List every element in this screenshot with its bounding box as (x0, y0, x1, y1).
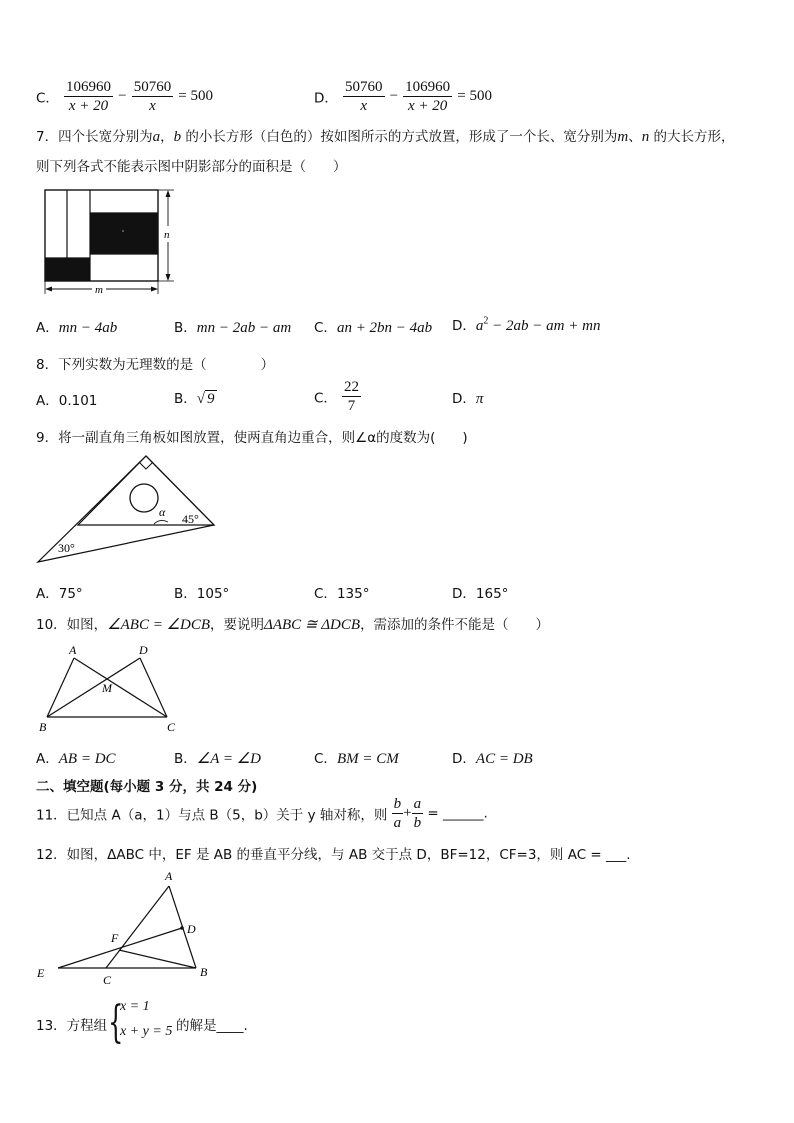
q10-condition: ∠ABC = ∠DCB (107, 617, 211, 633)
q10-option-b (174, 747, 261, 768)
q7-text: ， (160, 129, 174, 145)
q10-text: 10．如图， (36, 617, 108, 633)
option-label: C． (314, 320, 337, 336)
denominator: x + 20 (408, 98, 448, 114)
q13-stem-post: 的解是____. (176, 1018, 248, 1034)
fraction (132, 78, 174, 115)
angle-arc (154, 520, 168, 524)
option-expr: 75° (58, 586, 83, 602)
operator: + (403, 805, 412, 821)
q11-answer-blank: = ______. (427, 805, 488, 822)
q8-option-c (314, 378, 361, 415)
option-label: C． (314, 751, 337, 767)
q7-text: 7．四个长宽分别为 (36, 129, 153, 145)
denominator: 7 (347, 398, 356, 414)
option-expr: 105° (196, 586, 230, 602)
point-d: D (139, 643, 148, 657)
point-c: C (167, 720, 176, 734)
shaded-region-top (90, 213, 158, 254)
label-alpha: α (159, 505, 166, 519)
q13-stem-pre: 13．方程组 (36, 1018, 108, 1034)
option-expr: 165° (475, 586, 509, 602)
fraction (403, 78, 452, 115)
option-label: D． (452, 751, 476, 767)
var-b: b (173, 129, 182, 145)
option-label: A． (36, 751, 59, 767)
option-label: A． (36, 393, 59, 409)
q8-option-b (174, 387, 217, 408)
q11-stem (36, 795, 488, 832)
q10-option-a (36, 747, 116, 768)
point-a: A (69, 643, 77, 657)
triangle-hole (130, 484, 158, 512)
option-expr: ∠A = ∠D (196, 751, 262, 767)
q6-option-d (314, 78, 492, 115)
q7-option-b (174, 316, 291, 337)
numerator: 106960 (66, 79, 112, 95)
q7-text: 的小长方形（白色的）按如图所示的方式放置，形成了一个长、宽分别为 (181, 129, 618, 145)
q13-eq2: x + y = 5 (120, 1024, 173, 1039)
option-label: D． (452, 318, 476, 334)
option-label: C． (36, 90, 59, 107)
q8-option-a (36, 389, 97, 409)
q10-text: ，要说明 (210, 617, 265, 633)
option-expr: BM = CM (336, 751, 399, 767)
q12-stem: 12．如图，ΔABC 中，EF 是 AB 的垂直平分线，与 AB 交于点 D，BF=12，CF=3，则 AC = ___. (36, 847, 631, 863)
option-expr: 0.101 (58, 393, 98, 409)
q7-text: 、 (628, 129, 642, 145)
arrow-head (166, 274, 171, 281)
q12-figure (34, 866, 219, 990)
option-label: C． (314, 586, 337, 602)
point-a: A (165, 869, 173, 883)
option-expr: π (475, 391, 484, 407)
q10-congruence: ΔABC ≅ ΔDCB (264, 617, 361, 633)
q9-stem: 9．将一副直角三角板如图放置，使两直角边重合，则∠α的度数为( ) (36, 430, 468, 446)
option-expr: 135° (336, 586, 370, 602)
brace-icon: { (108, 997, 124, 1048)
q9-option-b (174, 582, 229, 602)
numerator: 50760 (345, 79, 383, 95)
q13-eq1: x = 1 (120, 999, 150, 1014)
arrow-head (166, 190, 171, 197)
q6-option-c (36, 78, 213, 115)
var-m: m (617, 129, 629, 145)
fraction (392, 795, 404, 832)
numerator: 22 (344, 379, 360, 395)
point-c: C (103, 973, 112, 987)
point-d: D (187, 922, 196, 936)
option-label: B． (174, 586, 197, 602)
denominator: x + 20 (68, 98, 109, 114)
right-angle-mark (139, 462, 153, 469)
point-d-dot (180, 926, 184, 930)
numerator: 50760 (133, 79, 172, 95)
option-expr: a (475, 318, 484, 334)
label-m: m (95, 284, 103, 296)
q11-text: 11．已知点 A（a，1）与点 B（5，b）关于 y 轴对称，则 (36, 807, 388, 824)
option-expr: mn − 4ab (58, 320, 118, 336)
option-label: D． (314, 90, 338, 107)
label-45: 45° (182, 512, 199, 526)
equation-rhs: = 500 (457, 88, 492, 104)
operator: − (389, 88, 399, 104)
section-heading: 二、填空题(每小题 3 分，共 24 分) (36, 779, 258, 795)
q10-option-d (452, 747, 533, 768)
q10-stem (36, 613, 549, 634)
point-f: F (111, 931, 119, 945)
option-expr: AB = DC (58, 751, 116, 767)
sqrt-sign: √ (196, 391, 205, 407)
point-b: B (200, 965, 208, 979)
q9-option-a (36, 582, 83, 602)
shaded-region-bottom (45, 258, 90, 281)
numerator: 106960 (405, 79, 451, 95)
denominator: a (393, 815, 402, 831)
option-label: D． (452, 391, 476, 407)
option-label: C． (314, 390, 337, 407)
q7-option-d (452, 314, 600, 335)
denominator: x (360, 98, 368, 114)
option-expr: mn − 2ab − am (196, 320, 292, 336)
q9-option-d (452, 582, 508, 602)
q8-stem: 8．下列实数为无理数的是（ ） (36, 357, 275, 373)
exponent: 2 (483, 315, 489, 327)
option-label: A． (36, 586, 59, 602)
option-label: B． (174, 751, 197, 767)
fraction (342, 378, 361, 415)
q10-text: ，需添加的条件不能是（ ） (360, 617, 550, 633)
q10-figure (36, 640, 186, 736)
numerator: a (413, 796, 422, 812)
q7-figure (36, 186, 186, 298)
q9-option-c (314, 582, 369, 602)
option-expr: an + 2bn − 4ab (336, 320, 433, 336)
arrow-head (151, 287, 158, 292)
arrow-head (45, 287, 52, 292)
segment-ed (58, 928, 182, 968)
q7-stem-line2: 则下列各式不能表示图中阴影部分的面积是（ ） (36, 159, 347, 175)
segment-fb (119, 950, 196, 968)
equation-rhs: = 500 (178, 88, 213, 104)
operator: − (118, 88, 127, 104)
option-label: D． (452, 586, 476, 602)
option-label: B． (174, 320, 197, 336)
dot-mark (122, 230, 124, 232)
var-n: n (641, 129, 650, 145)
q9-figure (36, 450, 226, 568)
q10-option-c (314, 747, 399, 768)
q7-option-c (314, 316, 432, 337)
q7-option-a (36, 316, 117, 337)
radicand: 9 (207, 391, 215, 407)
denominator: b (413, 815, 422, 831)
option-label: A． (36, 320, 59, 336)
fraction (412, 795, 424, 832)
denominator: x (149, 98, 156, 114)
fraction (64, 78, 113, 115)
point-b: B (39, 720, 47, 734)
option-expr: − 2ab − am + mn (488, 318, 601, 334)
option-expr: AC = DB (475, 751, 533, 767)
option-label: B． (174, 391, 197, 407)
label-30: 30° (58, 541, 75, 555)
point-m: M (102, 681, 112, 695)
var-a: a (152, 129, 161, 145)
point-e: E (37, 966, 45, 980)
label-n: n (164, 229, 170, 241)
segment-ca (106, 886, 169, 968)
fraction (343, 78, 385, 115)
q7-text: 的大长方形， (649, 129, 735, 145)
q8-option-d (452, 387, 483, 408)
q7-stem-line1 (36, 125, 735, 146)
numerator: b (393, 796, 402, 812)
